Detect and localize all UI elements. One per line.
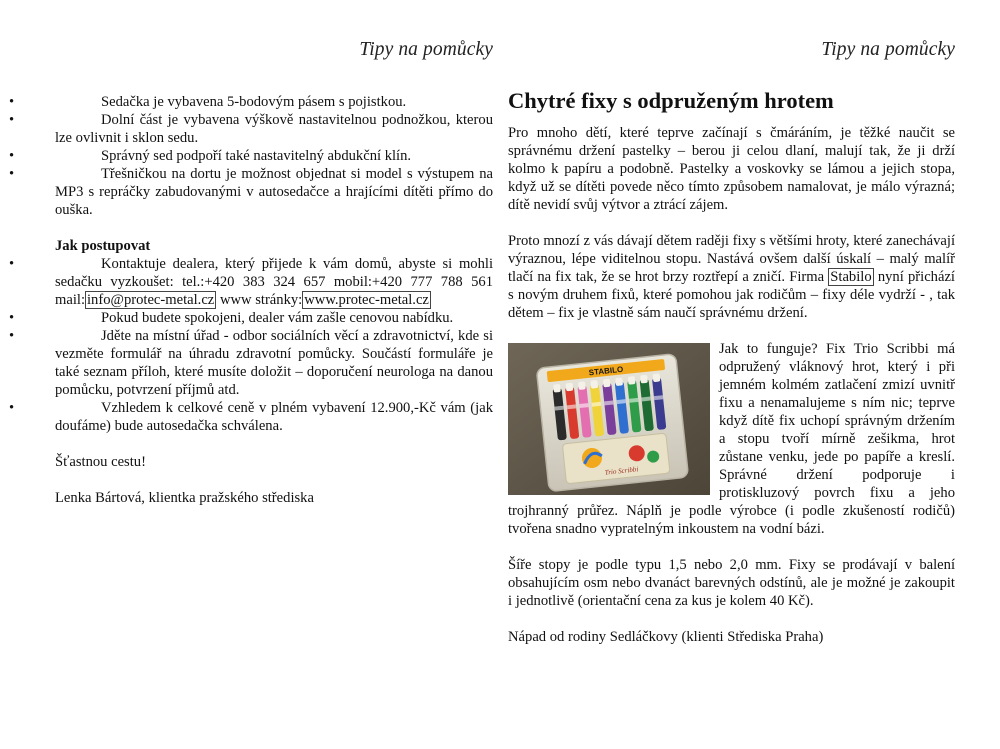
product-photo (508, 343, 710, 495)
marker-cap (603, 379, 611, 388)
steps-list (9, 255, 493, 435)
signature: Lenka Bártová, klientka pražského střediska (55, 490, 314, 506)
right-body (508, 88, 955, 646)
closing-line: Šťastnou cestu! (55, 454, 146, 470)
marker-cap (578, 381, 586, 390)
bullet-icon: • (9, 94, 15, 110)
article-title: Chytré fixy s odpruženým hrotem (508, 88, 834, 113)
website-link[interactable]: www.protec-metal.cz (304, 292, 429, 308)
paragraph-intro: Pro mnoho dětí, které teprve začínají s čmáráním, je těžké naučit se správnému držení pastelky – berou ji celou dlaní, malují tak, že ji drží kolmo k papíru a podobně. Pastelky a voskovky se lámou a jejich stopa, když už se dítěti povede něco tímto způsobem namalovat, je málo výrazná; dítě nevidí svůj výtvor a ztrácí zájem. (508, 125, 955, 213)
brand-link[interactable]: Stabilo (830, 269, 872, 285)
marker-cap (615, 377, 623, 386)
left-body (9, 93, 493, 507)
brand-logo: STABILO (588, 364, 624, 378)
list-item: • Třešničkou na dortu je možnost objednat si model s výstupem na MP3 s repráčky zabudovanými v autosedačce a hrajícími dítěti přímo do ouška. (9, 166, 493, 218)
contact-text: Kontaktuje dealera, který přijede k vám domů, abyste si mohli sedačku vyzkoušet: tel.:+420 383 324 657 mobil:+420 777 788 561 mail: (55, 256, 493, 308)
list-item: • Jděte na místní úřad - odbor sociálních věcí a zdravotnictví, kde si vezměte formulář na úhradu zdravotní pomůcky. Součástí formuláře je také seznam příloh, které musíte doložit – doporučení neurologa na danou pomůcku, potvrzení příjmů atd. (9, 328, 493, 398)
list-item (9, 255, 493, 309)
bullet-icon: • (9, 148, 15, 164)
paragraph-how-it-works: Jak to funguje? Fix Trio Scribbi má odpružený vláknový hrot, který i při jemném kolmém zatlačení zmizí uvnitř fixu a nenamalujeme s ním nic; teprve když dítě fix uchopí správným držením a stopu tvoří mírně zešikma, hrot zůstane venku, jede po papíře a kreslí. Správné držení podporuje i protiskluzový povrch fixu a jeho trojhranný průřez. Náplň je podle výrobce (i podle zkušeností rodičů) tvořena snadno vypratelným inkoustem na vodní bázi. (508, 341, 955, 537)
bullet-icon: • (9, 328, 15, 344)
page-header: Tipy na pomůcky (359, 39, 493, 60)
section-heading: Jak postupovat (55, 238, 151, 254)
bullet-icon: • (9, 310, 15, 326)
marker-cap (640, 375, 648, 384)
marker-cap (590, 380, 598, 389)
list-item: • Pokud budete spokojeni, dealer vám zašle cenovou nabídku. (9, 310, 454, 326)
bullet-icon: • (9, 256, 15, 272)
list-item: • Sedačka je vybavena 5-bodovým pásem s pojistkou. (9, 94, 407, 110)
list-item: • Dolní část je vybavena výškově nastavitelnou podnožkou, kterou lze ovlivnit i sklon sedu. (9, 112, 493, 146)
product-name: Trio Scribbi (604, 465, 639, 477)
page-header: Tipy na pomůcky (821, 39, 955, 60)
paragraph-details: Šíře stopy je podle typu 1,5 nebo 2,0 mm. Fixy se prodávají v balení obsahujícím osm nebo dvanáct barevných odstínů, ale je možné je zakoupit i jednotlivě (orientační cena za kus je kolem 40 Kč). (508, 557, 955, 609)
signature: Nápad od rodiny Sedláčkovy (klienti Střediska Praha) (508, 629, 824, 645)
paragraph-problem: Proto mnozí z vás dávají dětem raději fixy s většími hroty, které zanechávají výraznou, lépe viditelnou stopu. Nastává ovšem další úskalí – malý malíř tlačí na fix tak, že se hrot brzy roztřepí a zničí. Firma Stabilo nyní přichází s novým druhem fixů, které pomohou jak rodičům – fixy déle vydrží - , tak dětem – fix je vlastně sám naučí správnému držení. (508, 233, 955, 321)
features-list (9, 93, 493, 219)
list-item: • Vzhledem k celkové ceně v plném vybavení 12.900,-Kč vám (jak doufáme) bude autosedačka schválena. (9, 400, 493, 434)
marker-cap (653, 373, 661, 382)
bullet-icon: • (9, 400, 15, 416)
marker-cap (553, 384, 561, 393)
list-item: • Správný sed podpoří také nastavitelný abdukční klín. (9, 148, 412, 164)
marker-cap (628, 376, 636, 385)
marker-cap (566, 383, 574, 392)
bullet-icon: • (9, 112, 15, 128)
bullet-icon: • (9, 166, 15, 182)
email-link[interactable]: info@protec-metal.cz (87, 292, 215, 308)
contact-text-b: www stránky: (216, 292, 303, 308)
